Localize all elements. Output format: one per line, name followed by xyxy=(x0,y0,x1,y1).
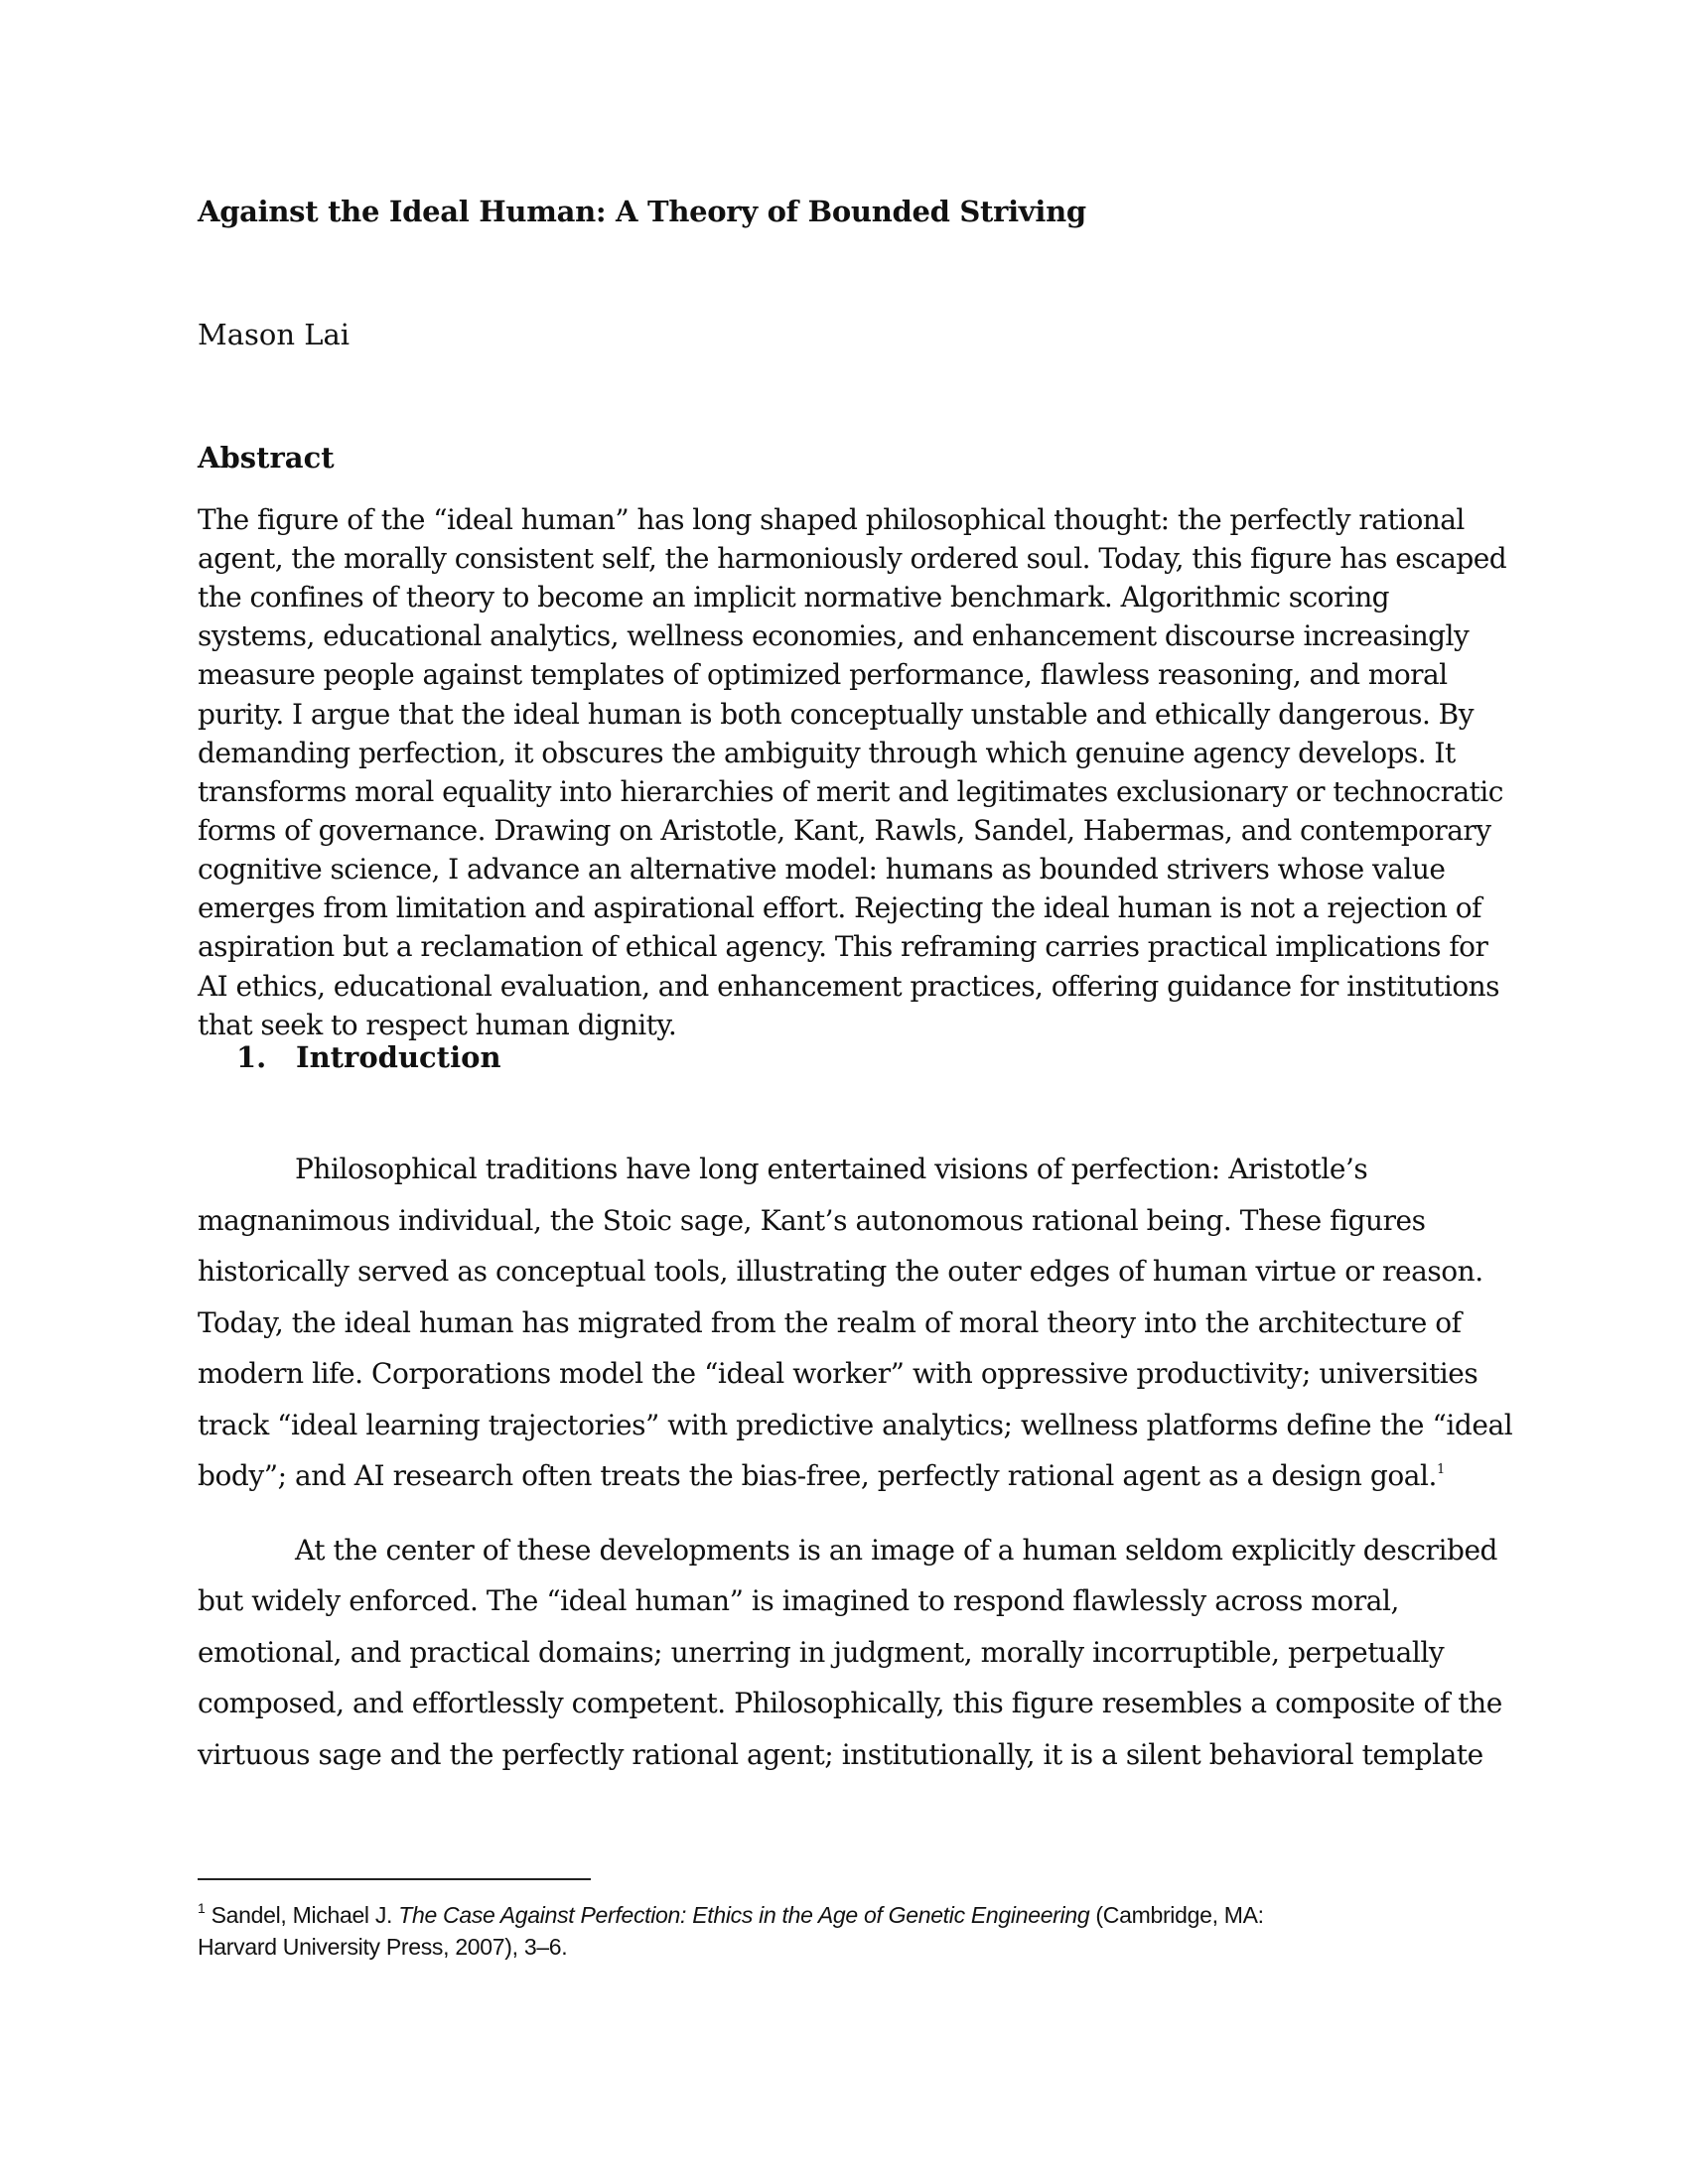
paragraph-line: track “ideal learning trajectories” with predictive analytics; wellness platforms define the “ideal xyxy=(198,1409,1513,1441)
abstract-line: agent, the morally consistent self, the harmoniously ordered soul. Today, this figure has escaped xyxy=(198,542,1507,575)
section-title: Introduction xyxy=(296,1040,501,1074)
abstract-line: cognitive science, I advance an alternative model: humans as bounded strivers whose value xyxy=(198,853,1446,886)
footnote-publisher: (Cambridge, MA: xyxy=(1089,1902,1264,1928)
footnote-line: Harvard University Press, 2007), 3–6. xyxy=(198,1934,568,1960)
paragraph-line: At the center of these developments is an image of a human seldom explicitly described xyxy=(295,1534,1498,1567)
author-name: Mason Lai xyxy=(198,318,351,351)
abstract-line: the confines of theory to become an implicit normative benchmark. Algorithmic scoring xyxy=(198,581,1390,614)
paragraph-line: but widely enforced. The “ideal human” is imagined to respond flawlessly across moral, xyxy=(198,1584,1399,1617)
abstract-line: transforms moral equality into hierarchies of merit and legitimates exclusionary or technocratic xyxy=(198,775,1503,808)
footnote-separator xyxy=(198,1878,591,1880)
abstract-line: purity. I argue that the ideal human is both conceptually unstable and ethically dangerous. By xyxy=(198,698,1474,731)
paragraph-line xyxy=(198,1459,1445,1492)
footnote-book-title: The Case Against Perfection: Ethics in the Age of Genetic Engineering xyxy=(398,1902,1090,1928)
footnote-marker: 1 xyxy=(198,1900,206,1916)
abstract-line: forms of governance. Drawing on Aristotle, Kant, Rawls, Sandel, Habermas, and contemporary xyxy=(198,814,1491,847)
section-heading-introduction xyxy=(236,1040,501,1074)
paragraph-line: magnanimous individual, the Stoic sage, Kant’s autonomous rational being. These figures xyxy=(198,1204,1426,1237)
abstract-line: AI ethics, educational evaluation, and enhancement practices, offering guidance for institutions xyxy=(198,970,1499,1003)
paragraph-line-text: body”; and AI research often treats the bias-free, perfectly rational agent as a design goal. xyxy=(198,1459,1437,1492)
footnote-reference[interactable]: 1 xyxy=(1436,1462,1445,1477)
footnote-author: Sandel, Michael J. xyxy=(211,1902,399,1928)
abstract-line: emerges from limitation and aspirational effort. Rejecting the ideal human is not a rejection of xyxy=(198,891,1481,924)
abstract-line: The figure of the “ideal human” has long shaped philosophical thought: the perfectly rational xyxy=(198,503,1465,536)
paragraph-line: Today, the ideal human has migrated from the realm of moral theory into the architecture of xyxy=(198,1306,1462,1339)
abstract-heading: Abstract xyxy=(198,441,335,475)
abstract-line: aspiration but a reclamation of ethical agency. This reframing carries practical implications for xyxy=(198,930,1488,963)
abstract-line: demanding perfection, it obscures the ambiguity through which genuine agency develops. It xyxy=(198,737,1456,769)
paragraph-line: virtuous sage and the perfectly rational agent; institutionally, it is a silent behavioral template xyxy=(198,1738,1483,1771)
abstract-line: measure people against templates of optimized performance, flawless reasoning, and moral xyxy=(198,658,1448,691)
abstract-line: systems, educational analytics, wellness economies, and enhancement discourse increasingly xyxy=(198,619,1470,652)
section-number: 1. xyxy=(236,1040,267,1074)
paragraph-line: emotional, and practical domains; unerring in judgment, morally incorruptible, perpetually xyxy=(198,1636,1445,1669)
paragraph-line: modern life. Corporations model the “ideal worker” with oppressive productivity; universities xyxy=(198,1357,1478,1390)
paragraph-line: historically served as conceptual tools, illustrating the outer edges of human virtue or reason. xyxy=(198,1255,1483,1288)
footnote-line xyxy=(198,1900,1264,1929)
paragraph-line: Philosophical traditions have long entertained visions of perfection: Aristotle’s xyxy=(295,1153,1368,1185)
paragraph-line: composed, and effortlessly competent. Philosophically, this figure resembles a composite of the xyxy=(198,1687,1502,1719)
abstract-line: that seek to respect human dignity. xyxy=(198,1009,677,1041)
paper-title: Against the Ideal Human: A Theory of Bounded Striving xyxy=(198,195,1086,228)
